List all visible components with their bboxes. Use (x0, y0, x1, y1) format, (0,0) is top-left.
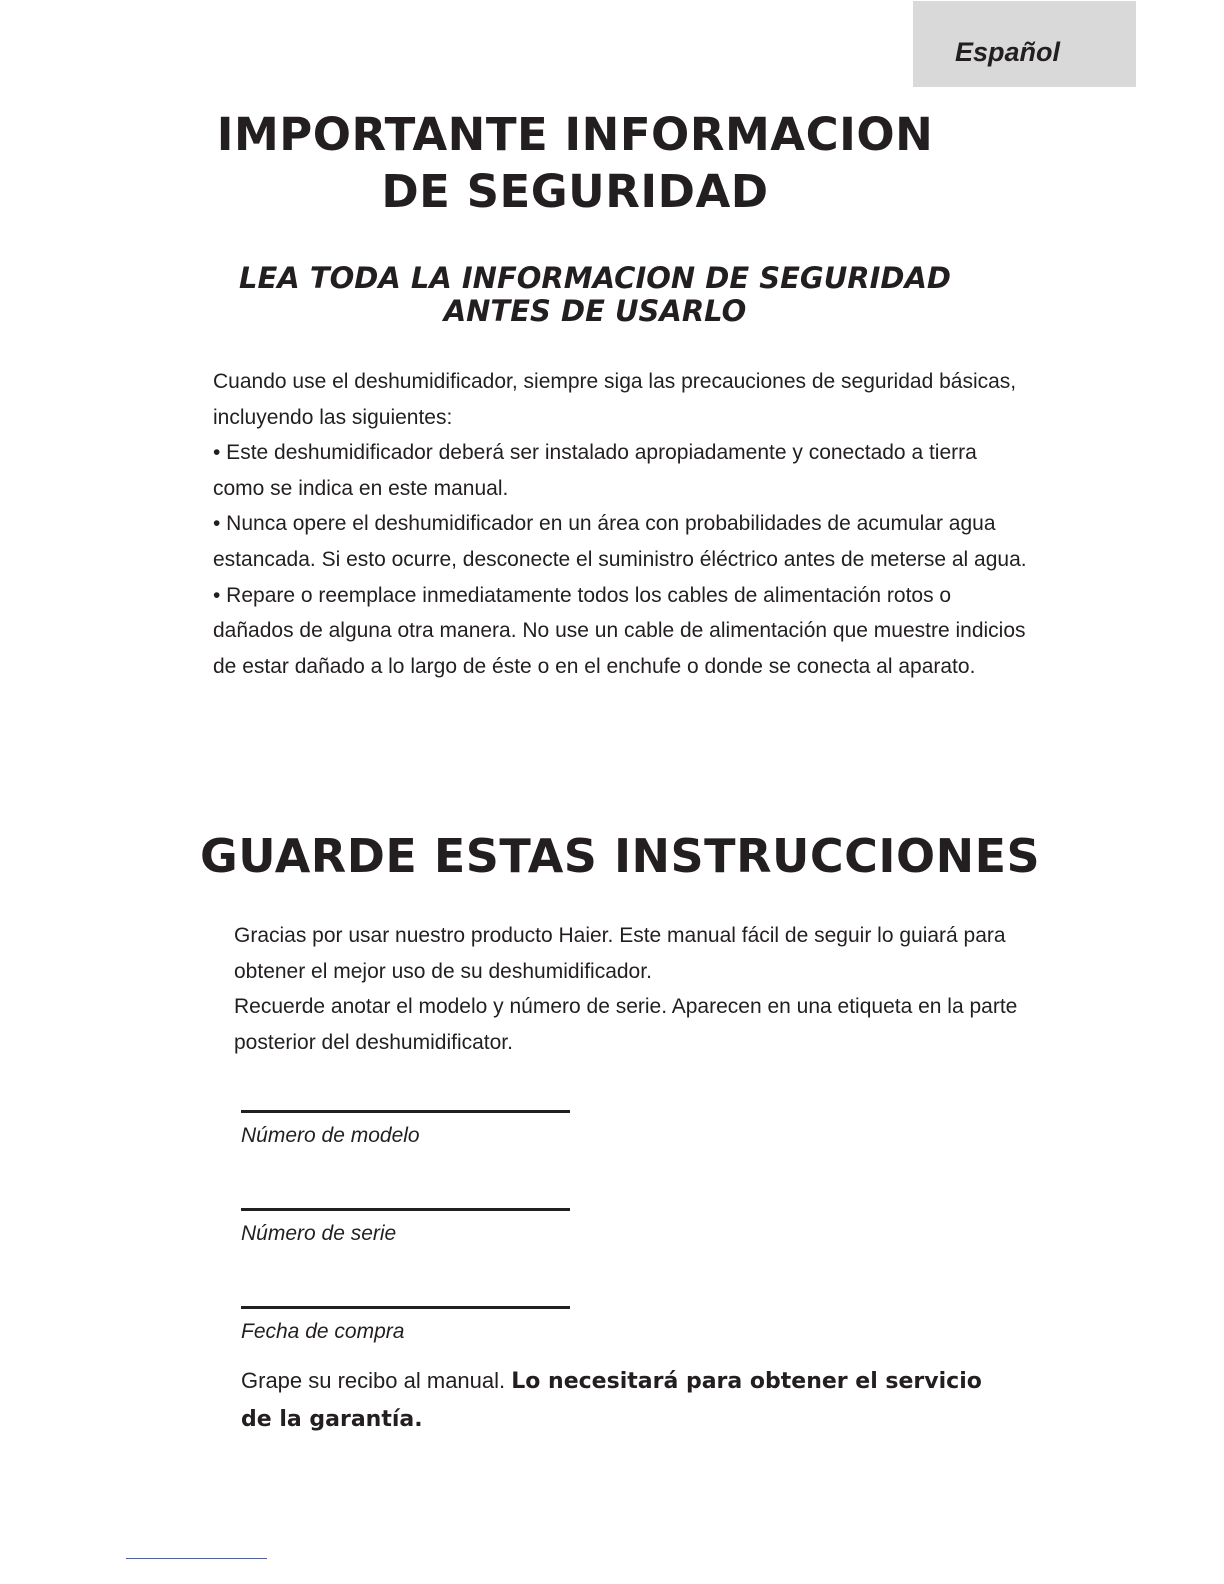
model-number-label: Número de modelo (241, 1124, 420, 1147)
safety-intro: Cuando use el deshumidificador, siempre siga las precauciones de seguridad básicas, incluyendo las siguientes: (213, 370, 1017, 429)
thank-you-paragraph: Gracias por usar nuestro producto Haier. Este manual fácil de seguir lo guiará para obtener el mejor uso de su deshumidificador. (234, 924, 1006, 983)
safety-bullet-power-cord: • Repare o reemplace inmediatamente todos los cables de alimentación rotos o dañados de alguna otra manera. No use un cable de alimentación que muestre indicios de estar dañado a lo largo de éste o en el enchufe o donde se conecta al aparato. (213, 583, 1026, 678)
page-title-line-1: IMPORTANTE INFORMACION (216, 108, 934, 161)
footer-divider (126, 1558, 267, 1559)
staple-note-bold: Lo necesitará para obtener el servicio de la garantía. (241, 1369, 982, 1432)
safety-subtitle-line-2: ANTES DE USARLO (443, 294, 747, 328)
safety-bullet-grounding: • Este deshumidificador deberá ser instalado apropiadamente y conectado a tierra como se indica en este manual. (213, 441, 977, 500)
safety-subtitle (190, 262, 1000, 328)
serial-number-field (241, 1208, 571, 1246)
safety-bullet-standing-water: • Nunca opere el deshumidificador en un área con probabilidades de acumular agua estancada. Si esto ocurre, desconecte el suministro éléctrico antes de meterse al agua. (213, 512, 1027, 571)
safety-instructions (213, 364, 1033, 684)
save-instructions-heading: GUARDE ESTAS INSTRUCCIONES (200, 829, 1041, 883)
model-number-blank-line (241, 1110, 570, 1113)
purchase-date-label: Fecha de compra (241, 1320, 405, 1343)
language-tab: Español (913, 1, 1136, 87)
page-title-line-2: DE SEGURIDAD (381, 165, 769, 218)
serial-number-label: Número de serie (241, 1222, 397, 1245)
serial-number-blank-line (241, 1208, 570, 1211)
page-title (150, 106, 1000, 220)
model-number-field (241, 1110, 571, 1148)
thank-you-text (234, 918, 1034, 1060)
safety-subtitle-line-1: LEA TODA LA INFORMACION DE SEGURIDAD (239, 261, 951, 295)
staple-receipt-note (241, 1362, 1001, 1438)
staple-note-plain: Grape su recibo al manual. (241, 1368, 512, 1393)
purchase-date-blank-line (241, 1306, 570, 1309)
record-serial-paragraph: Recuerde anotar el modelo y número de serie. Aparecen en una etiqueta en la parte posterior del deshumidificator. (234, 995, 1018, 1054)
purchase-date-field (241, 1306, 571, 1344)
